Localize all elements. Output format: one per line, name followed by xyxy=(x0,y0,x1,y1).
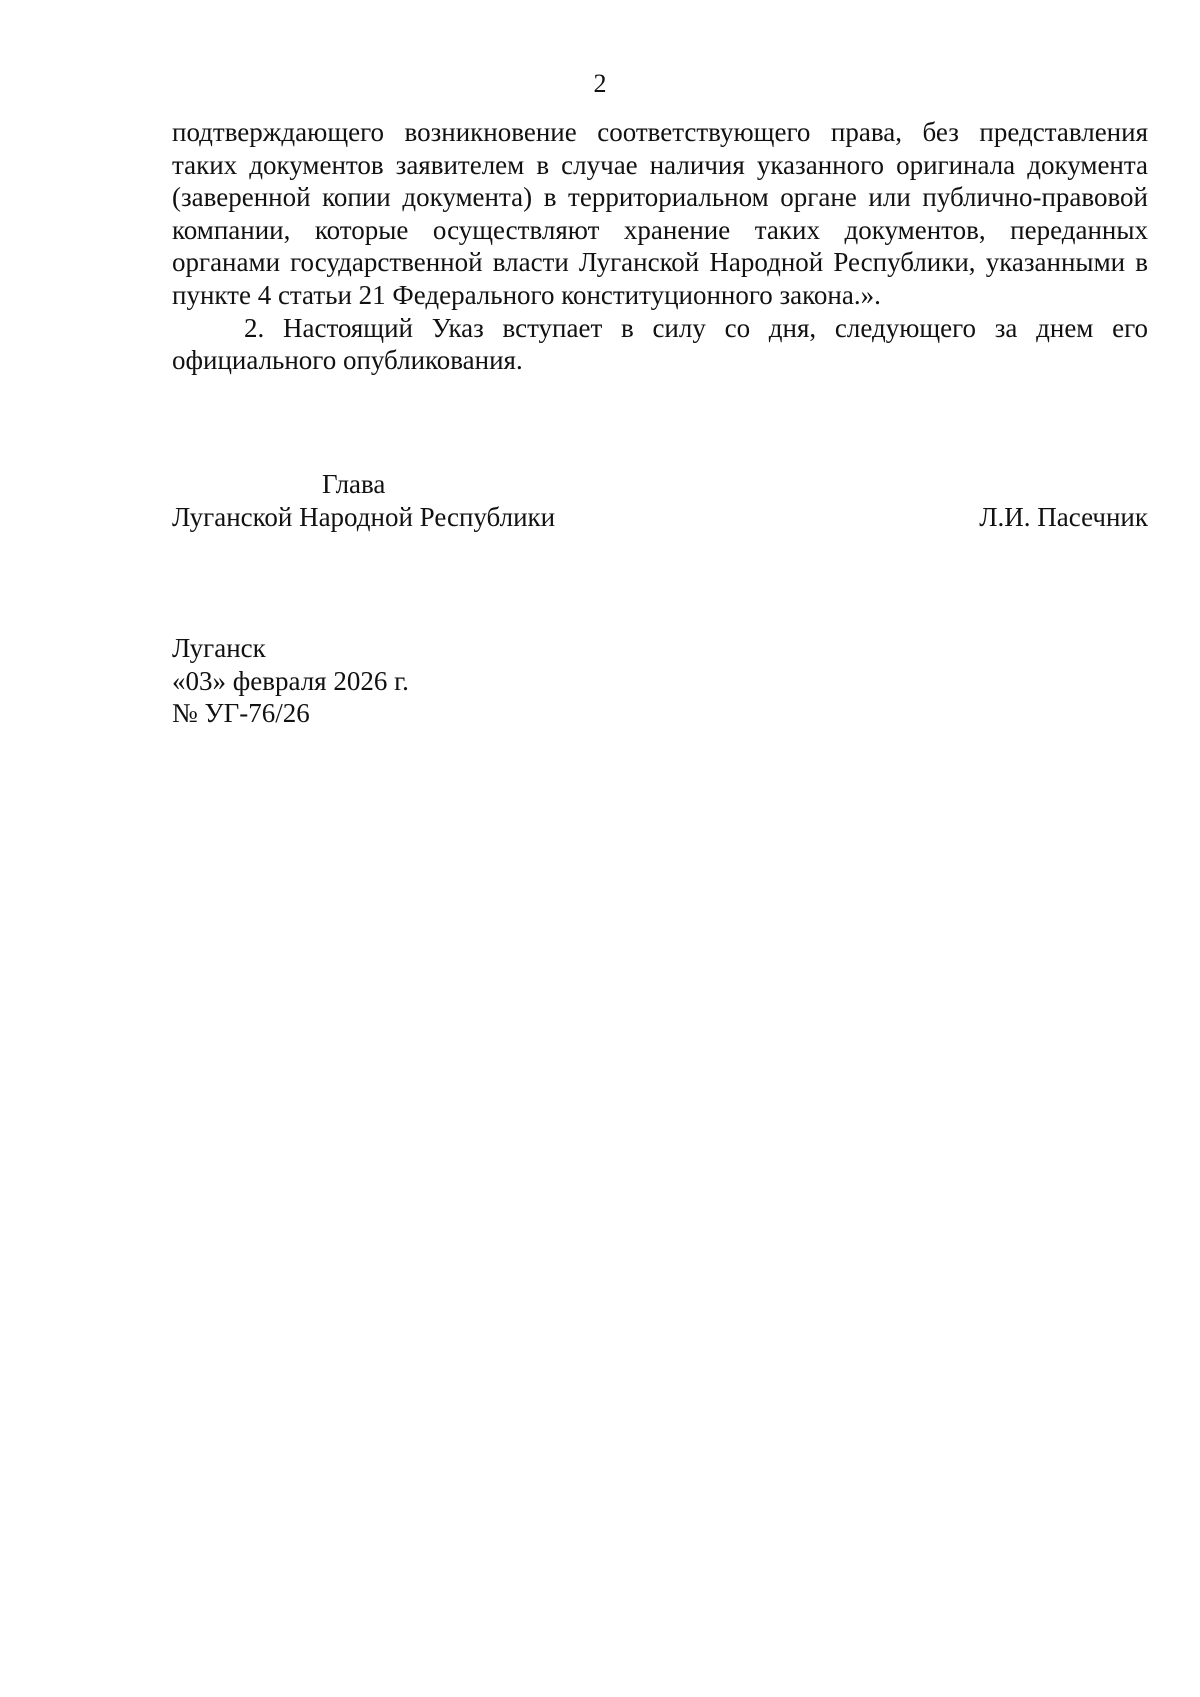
signature-row xyxy=(172,501,1148,534)
document-number: № УГ-76/26 xyxy=(172,698,310,729)
document-place: Луганск xyxy=(172,633,266,663)
body-paragraph-continuation: подтверждающего возникновение соответствующего права, без представления таких документов заявителем в случае наличия указанного оригинала документа (заверенной копии документа) в территориальном органе или публично-правовой компании, которые осуществляют хранение таких документов, переданных органами государственной власти Луганской Народной Республики, указанными в пункте 4 статьи 21 Федерального конституционного закона.». xyxy=(172,117,1148,310)
body-paragraph-effective-date: 2. Настоящий Указ вступает в силу со дня, следующего за днем его официального опубликования. xyxy=(172,312,1148,376)
signatory-title: Глава xyxy=(322,469,386,499)
signatory-name: Л.И. Пасечник xyxy=(979,501,1148,532)
signatory-office: Луганской Народной Республики xyxy=(172,501,556,532)
document-date: «03» февраля 2026 г. xyxy=(172,665,409,696)
document-details xyxy=(172,632,409,730)
signature-block xyxy=(172,468,1148,533)
document-body xyxy=(172,116,1148,377)
page-number: 2 xyxy=(593,69,607,98)
